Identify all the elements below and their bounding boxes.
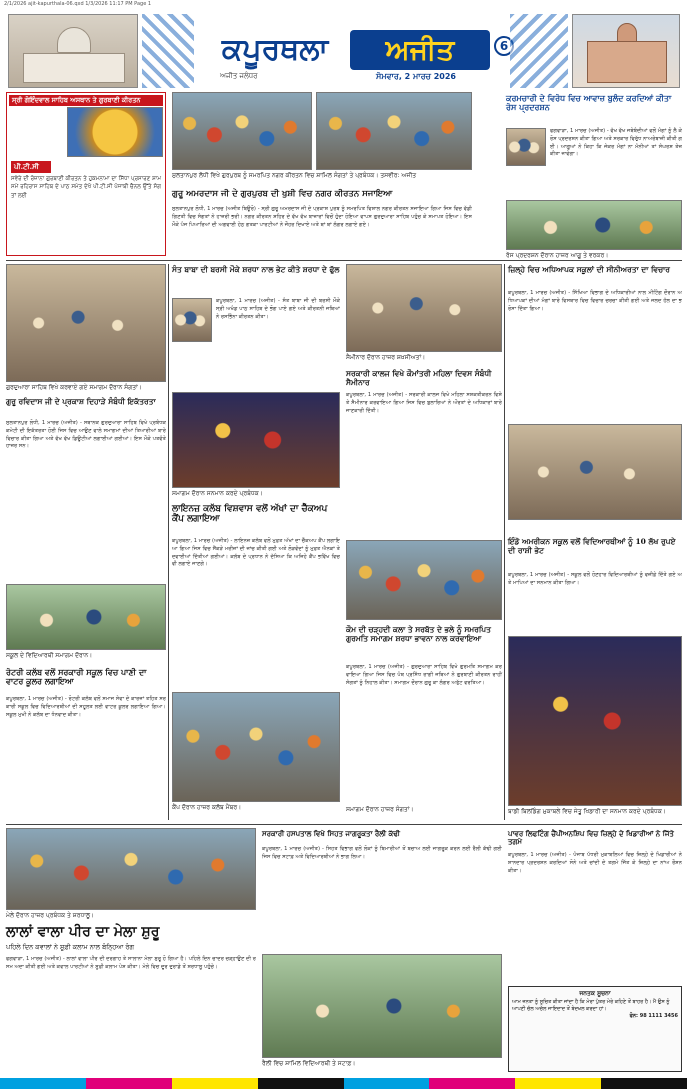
col3-headline-2: ਕੌਮ ਦੀ ਚੜ੍ਹਦੀ ਕਲਾ ਤੇ ਸਰਬੱਤ ਦੇ ਭਲੇ ਨੂੰ ਸਮਰਪਿਤ ਗੁਰਮਤਿ ਸਮਾਗਮ ਸ਼ਰਧਾ ਭਾਵਨਾ ਨਾਲ ਕਰਵਾਇਆ	[346, 625, 491, 643]
heritage-building-photo-right	[572, 14, 680, 88]
right-top-caption: ਰੋਸ ਪ੍ਰਦਰਸ਼ਨ ਦੌਰਾਨ ਹਾਜ਼ਰ ਆਗੂ ਤੇ ਵਰਕਰ।	[506, 252, 609, 259]
bottom-left-body: ਫਗਵਾੜਾ, 1 ਮਾਰਚ (ਅਜੀਤ) - ਲਾਲਾਂ ਵਾਲਾ ਪੀਰ ਦੀ ਦਰਗਾਹ ਤੇ ਸਾਲਾਨਾ ਮੇਲਾ ਸ਼ੁਰੂ ਹੋ ਗਿਆ ਹੈ। ਪਹਿਲੇ ਦਿਨ ਚਾਦਰ ਚੜ੍ਹਾਉਣ ਦੀ ਰਸਮ ਅਦਾ ਕੀਤੀ ਗਈ ਅਤੇ ਕਵਾਲ ਪਾਰਟੀਆਂ ਨੇ ਸੂਫ਼ੀ ਕਲਾਮ ਪੇਸ਼ ਕੀਤਾ। ਮੇਲੇ ਵਿਚ ਦੂਰ ਦੁਰਾਡੇ ਤੋਂ ਸ਼ਰਧਾਲੂ ਪਹੁੰਚੇ।	[6, 956, 256, 970]
col3-photo-2	[346, 540, 502, 620]
masthead-title	[200, 30, 490, 81]
col3-caption-1: ਸੈਮੀਨਾਰ ਦੌਰਾਨ ਹਾਜ਼ਰ ਸ਼ਖ਼ਸੀਅਤਾਂ।	[346, 354, 426, 361]
classified-ad	[508, 986, 682, 1072]
color-swatch	[86, 1078, 172, 1089]
edition-city-name: ਕਪੂਰਥਲਾ	[221, 32, 329, 67]
col2-body-1: ਕਪੂਰਥਲਾ, 1 ਮਾਰਚ (ਅਜੀਤ) - ਸੰਤ ਬਾਬਾ ਜੀ ਦੀ ਬਰਸੀ ਮੌਕੇ ਸ੍ਰੀ ਅਖੰਡ ਪਾਠ ਸਾਹਿਬ ਦੇ ਭੋਗ ਪਾਏ ਗਏ ਅਤੇ ਕੀਰਤਨੀ ਜਥਿਆਂ ਨੇ ਰਸਭਿੰਨਾ ਕੀਰਤਨ ਕੀਤਾ।	[216, 298, 340, 320]
right-school-body: ਕਪੂਰਥਲਾ, 1 ਮਾਰਚ (ਅਜੀਤ) - ਸਕੂਲ ਵਲੋਂ ਹੋਣਹਾਰ ਵਿਦਿਆਰਥੀਆਂ ਨੂੰ ਵਜ਼ੀਫ਼ੇ ਦਿੱਤੇ ਗਏ ਅਤੇ ਮਾਪਿਆਂ ਦਾ ਸਨਮਾਨ ਕੀਤਾ ਗਿਆ।	[508, 572, 682, 586]
col2-caption-2: ਕੈਂਪ ਦੌਰਾਨ ਹਾਜ਼ਰ ਕਲੱਬ ਮੈਂਬਰ।	[172, 804, 242, 811]
col3-body-1: ਕਪੂਰਥਲਾ, 1 ਮਾਰਚ (ਅਜੀਤ) - ਸਰਕਾਰੀ ਕਾਲਜ ਵਿਖੇ ਮਹਿਲਾ ਸਸ਼ਕਤੀਕਰਨ ਵਿਸ਼ੇ ਤੇ ਸੈਮੀਨਾਰ ਕਰਵਾਇਆ ਗਿਆ ਜਿਸ ਵਿਚ ਬੁਲਾਰਿਆਂ ਨੇ ਔਰਤਾਂ ਦੇ ਅਧਿਕਾਰਾਂ ਬਾਰੇ ਜਾਣਕਾਰੀ ਦਿੱਤੀ।	[346, 392, 502, 414]
print-color-strip	[0, 1078, 687, 1089]
masthead	[0, 8, 687, 90]
right-mid-photo	[508, 424, 682, 520]
color-swatch	[172, 1078, 258, 1089]
col3-photo-1	[346, 264, 502, 352]
heritage-building-photo-left	[8, 14, 138, 88]
color-swatch	[601, 1078, 687, 1089]
color-swatch	[258, 1078, 344, 1089]
bottom-right-caption: ਰੈਲੀ ਵਿਚ ਸ਼ਾਮਿਲ ਵਿਦਿਆਰਥੀ ਤੇ ਸਟਾਫ਼।	[262, 1060, 356, 1067]
bottom-right-headline: ਸਰਕਾਰੀ ਹਸਪਤਾਲ ਵਿਖੇ ਸਿਹਤ ਜਾਗਰੂਕਤਾ ਰੈਲੀ ਕੱਢੀ	[262, 829, 400, 838]
col2-body-2: ਕਪੂਰਥਲਾ, 1 ਮਾਰਚ (ਅਜੀਤ) - ਲਾਇਨਜ਼ ਕਲੱਬ ਵਲੋਂ ਮੁਫ਼ਤ ਅੱਖਾਂ ਦਾ ਚੈੱਕਅਪ ਕੈਂਪ ਲਗਾਇਆ ਗਿਆ ਜਿਸ ਵਿਚ ਸੈਂਕੜੇ ਮਰੀਜ਼ਾਂ ਦੀ ਜਾਂਚ ਕੀਤੀ ਗਈ ਅਤੇ ਲੋੜਵੰਦਾਂ ਨੂੰ ਮੁਫ਼ਤ ਐਨਕਾਂ ਤੇ ਦਵਾਈਆਂ ਦਿੱਤੀਆਂ ਗਈਆਂ। ਕਲੱਬ ਦੇ ਪ੍ਰਧਾਨ ਨੇ ਦੱਸਿਆ ਕਿ ਅਜਿਹੇ ਕੈਂਪ ਭਵਿੱਖ ਵਿਚ ਵੀ ਲਗਾਏ ਜਾਣਗੇ।	[172, 538, 340, 568]
left-top-notice	[6, 92, 166, 256]
edition-date: ਸੋਮਵਾਰ, 2 ਮਾਰਚ 2026	[376, 72, 456, 81]
notice-text: ਸਵੇਰੇ ਦੀ ਰੋਜ਼ਾਨਾ ਗੁਰਬਾਣੀ ਕੀਰਤਨ ਤੇ ਹੁਕਮਨਾਮਾ ਦਾ ਸਿੱਧਾ ਪ੍ਰਸਾਰਣ ਸ਼ਾਮ ਸਮੇਂ ਰਹਿਰਾਸ ਸਾਹਿਬ ਦੇ ਪਾਠ ਸਮੇਤ ਦੇਖੋ ਪੀ.ਟੀ.ਸੀ ਪੰਜਾਬੀ ਚੈਨਲ ਉੱਤੇ ਸੰਗਤਾਂ ਲਈ	[11, 176, 161, 199]
col3-body-2: ਕਪੂਰਥਲਾ, 1 ਮਾਰਚ (ਅਜੀਤ) - ਗੁਰਦੁਆਰਾ ਸਾਹਿਬ ਵਿਖੇ ਗੁਰਮਤਿ ਸਮਾਗਮ ਕਰਵਾਇਆ ਗਿਆ ਜਿਸ ਵਿਚ ਪੰਥ ਪ੍ਰਸਿੱਧ ਰਾਗੀ ਜਥਿਆਂ ਨੇ ਗੁਰਬਾਣੀ ਕੀਰਤਨ ਰਾਹੀਂ ਸੰਗਤਾਂ ਨੂੰ ਨਿਹਾਲ ਕੀਤਾ। ਸਮਾਗਮ ਦੌਰਾਨ ਗੁਰੂ ਕਾ ਲੰਗਰ ਅਤੁੱਟ ਵਰਤਿਆ।	[346, 664, 502, 686]
color-swatch	[515, 1078, 601, 1089]
golden-temple-photo	[67, 107, 163, 157]
col2-portrait	[172, 298, 212, 342]
bottom-left-photo	[6, 828, 256, 910]
col1-photo-1	[6, 264, 166, 382]
right-top-photo	[506, 200, 682, 250]
top-story-photo-1	[172, 92, 312, 170]
right-school-headline: ਇੰਡੋ ਅਮਰੀਕਨ ਸਕੂਲ ਵਲੋਂ ਵਿਦਿਆਰਥੀਆਂ ਨੂੰ 10 ਲੱਖ ਰੁਪਏ ਦੀ ਰਾਸ਼ੀ ਭੇਟ	[508, 537, 676, 555]
col2-caption-1: ਸਮਾਗਮ ਦੌਰਾਨ ਸਨਮਾਨ ਕਰਦੇ ਪ੍ਰਬੰਧਕ।	[172, 490, 263, 497]
page-number: 6	[494, 36, 514, 56]
col1-headline-2: ਰੋਟਰੀ ਕਲੱਬ ਵਲੋਂ ਸਰਕਾਰੀ ਸਕੂਲ ਵਿਚ ਪਾਣੀ ਦਾ ਵਾਟਰ ਕੂਲਰ ਲਗਾਇਆ	[6, 667, 147, 687]
bottom-right-body: ਕਪੂਰਥਲਾ, 1 ਮਾਰਚ (ਅਜੀਤ) - ਸਿਹਤ ਵਿਭਾਗ ਵਲੋਂ ਲੋਕਾਂ ਨੂੰ ਬਿਮਾਰੀਆਂ ਤੋਂ ਬਚਾਅ ਲਈ ਜਾਗਰੂਕ ਕਰਨ ਲਈ ਰੈਲੀ ਕੱਢੀ ਗਈ ਜਿਸ ਵਿਚ ਸਟਾਫ਼ ਅਤੇ ਵਿਦਿਆਰਥੀਆਂ ਨੇ ਭਾਗ ਲਿਆ।	[262, 846, 502, 860]
notice-channel-tag: ਪੀ.ਟੀ.ਸੀ	[11, 161, 51, 173]
right-top-headline: ਕਰਮਚਾਰੀ ਦੇ ਵਿਰੋਧ ਵਿਚ ਆਵਾਜ਼ ਬੁਲੰਦ ਕਰਦਿਆਂ ਕੀਤਾ ਰੋਸ ਪ੍ਰਦਰਸ਼ਨ	[506, 93, 672, 113]
color-swatch	[344, 1078, 430, 1089]
top-story-headline: ਗੁਰੂ ਅਮਰਦਾਸ ਜੀ ਦੇ ਗੁਰਪੁਰਬ ਦੀ ਖੁਸ਼ੀ ਵਿਚ ਨਗਰ ਕੀਰਤਨ ਸਜਾਇਆ	[172, 189, 393, 199]
col1-body-1: ਸੁਲਤਾਨਪੁਰ ਲੋਧੀ, 1 ਮਾਰਚ (ਅਜੀਤ) - ਸਥਾਨਕ ਗੁਰਦੁਆਰਾ ਸਾਹਿਬ ਵਿਖੇ ਪ੍ਰਬੰਧਕ ਕਮੇਟੀ ਦੀ ਇਕੱਤਰਤਾ ਹੋਈ ਜਿਸ ਵਿਚ ਆਉਣ ਵਾਲੇ ਸਮਾਗਮਾਂ ਦੀਆਂ ਤਿਆਰੀਆਂ ਬਾਰੇ ਵਿਚਾਰ ਕੀਤਾ ਗਿਆ ਅਤੇ ਵੱਖ ਵੱਖ ਡਿਊਟੀਆਂ ਲਗਾਈਆਂ ਗਈਆਂ। ਇਸ ਮੌਕੇ ਪਤਵੰਤੇ ਹਾਜ਼ਰ ਸਨ।	[6, 420, 166, 450]
right-bottom-headline: ਪਾਵਰ ਲਿਫਟਿੰਗ ਚੈਂਪੀਅਨਸ਼ਿਪ ਵਿਚ ਜ਼ਿਲ੍ਹੇ ਦੇ ਖਿਡਾਰੀਆਂ ਨੇ ਜਿੱਤੇ ਤਗਮੇ	[508, 829, 674, 847]
masthead-pattern-right	[510, 14, 568, 88]
ad-text: ਆਮ ਜਨਤਾ ਨੂੰ ਸੂਚਿਤ ਕੀਤਾ ਜਾਂਦਾ ਹੈ ਕਿ ਮੇਰਾ ਪੁੱਤਰ ਮੇਰੇ ਕਹਿਣੇ ਤੋਂ ਬਾਹਰ ਹੈ। ਮੈਂ ਉਸ ਨੂੰ ਆਪਣੀ ਚੱਲ ਅਚੱਲ ਜਾਇਦਾਦ ਤੋਂ ਬੇਦਖ਼ਲ ਕਰਦਾ ਹਾਂ।	[512, 998, 670, 1012]
color-swatch	[0, 1078, 86, 1089]
divider	[6, 260, 682, 261]
right-bottom-body: ਕਪੂਰਥਲਾ, 1 ਮਾਰਚ (ਅਜੀਤ) - ਪੰਜਾਬ ਪੱਧਰੀ ਮੁਕਾਬਲਿਆਂ ਵਿਚ ਜ਼ਿਲ੍ਹੇ ਦੇ ਖਿਡਾਰੀਆਂ ਨੇ ਸ਼ਾਨਦਾਰ ਪ੍ਰਦਰਸ਼ਨ ਕਰਦਿਆਂ ਸੋਨੇ ਅਤੇ ਚਾਂਦੀ ਦੇ ਤਗਮੇ ਜਿੱਤ ਕੇ ਜ਼ਿਲ੍ਹੇ ਦਾ ਨਾਂਅ ਰੌਸ਼ਨ ਕੀਤਾ।	[508, 852, 682, 874]
right-school-photo	[508, 636, 682, 806]
col3-headline-1: ਸਰਕਾਰੀ ਕਾਲਜ ਵਿਖੇ ਕੌਮਾਂਤਰੀ ਮਹਿਲਾ ਦਿਵਸ ਸੰਬੰਧੀ ਸੈਮੀਨਾਰ	[346, 369, 492, 387]
bottom-left-headline: ਲਾਲਾਂ ਵਾਲਾ ਪੀਰ ਦਾ ਮੇਲਾ ਸ਼ੁਰੂ	[6, 924, 160, 940]
right-mid-body: ਕਪੂਰਥਲਾ, 1 ਮਾਰਚ (ਅਜੀਤ) - ਸਿੱਖਿਆ ਵਿਭਾਗ ਦੇ ਅਧਿਕਾਰੀਆਂ ਨਾਲ ਮੀਟਿੰਗ ਦੌਰਾਨ ਅਧਿਆਪਕਾਂ ਦੀਆਂ ਮੰਗਾਂ ਬਾਰੇ ਵਿਸਥਾਰ ਵਿਚ ਵਿਚਾਰ ਚਰਚਾ ਕੀਤੀ ਗਈ ਅਤੇ ਜਲਦ ਹੱਲ ਦਾ ਭਰੋਸਾ ਦਿੱਤਾ ਗਿਆ।	[508, 290, 682, 312]
notice-title: ਸ੍ਰੀ ਗੋਇੰਦਵਾਲ ਸਾਹਿਬ ਅਸਥਾਨ ਤੇ ਗੁਰਬਾਣੀ ਕੀਰਤਨ	[9, 95, 163, 106]
ad-title: ਜਨਤਕ ਸੂਚਨਾ	[579, 990, 611, 997]
ad-phone: ਫੋਨ: 98 1111 3456	[629, 1013, 678, 1020]
masthead-pattern-left	[142, 14, 194, 88]
col2-photo-2	[172, 692, 340, 802]
bottom-left-subhead: ਪਹਿਲੇ ਦਿਨ ਕਵਾਲਾਂ ਨੇ ਸੂਫ਼ੀ ਕਲਾਮ ਨਾਲ ਬੰਨ੍ਹਿਆ ਰੰਗ	[6, 943, 134, 951]
col1-body-2: ਕਪੂਰਥਲਾ, 1 ਮਾਰਚ (ਅਜੀਤ) - ਰੋਟਰੀ ਕਲੱਬ ਵਲੋਂ ਸਮਾਜ ਸੇਵਾ ਦੇ ਕਾਰਜਾਂ ਤਹਿਤ ਸਰਕਾਰੀ ਸਕੂਲ ਵਿਚ ਵਿਦਿਆਰਥੀਆਂ ਦੀ ਸਹੂਲਤ ਲਈ ਵਾਟਰ ਕੂਲਰ ਲਗਾਇਆ ਗਿਆ। ਸਕੂਲ ਮੁਖੀ ਨੇ ਕਲੱਬ ਦਾ ਧੰਨਵਾਦ ਕੀਤਾ।	[6, 696, 166, 718]
top-story-photo-2	[316, 92, 472, 170]
col1-caption-1: ਗੁਰਦੁਆਰਾ ਸਾਹਿਬ ਵਿਖੇ ਕਰਵਾਏ ਗਏ ਸਮਾਗਮ ਦੌਰਾਨ ਸੰਗਤਾਂ।	[6, 384, 142, 391]
col1-headline-1: ਗੁਰੂ ਰਵਿਦਾਸ ਜੀ ਦੇ ਪ੍ਰਕਾਸ਼ ਦਿਹਾੜੇ ਸੰਬੰਧੀ ਇਕੱਤਰਤਾ	[6, 397, 156, 406]
bottom-left-caption: ਮੇਲੇ ਦੌਰਾਨ ਹਾਜ਼ਰ ਪ੍ਰਬੰਧਕ ਤੇ ਸ਼ਰਧਾਲੂ।	[6, 912, 95, 919]
col2-photo-1	[172, 392, 340, 488]
print-meta-line: 2/1/2026 ajit-kapurthala-06.qxd 1/3/2026 11:17 PM Page 1	[4, 1, 152, 7]
bottom-right-photo	[262, 954, 502, 1058]
right-top-body: ਫਗਵਾੜਾ, 1 ਮਾਰਚ (ਅਜੀਤ) - ਵੱਖ ਵੱਖ ਜਥੇਬੰਦੀਆਂ ਵਲੋਂ ਮੰਗਾਂ ਨੂੰ ਲੈ ਕੇ ਰੋਸ ਪ੍ਰਦਰਸ਼ਨ ਕੀਤਾ ਗਿਆ ਅਤੇ ਸਰਕਾਰ ਵਿਰੁੱਧ ਨਾਅਰੇਬਾਜ਼ੀ ਕੀਤੀ ਗਈ। ਆਗੂਆਂ ਨੇ ਕਿਹਾ ਕਿ ਜੇਕਰ ਮੰਗਾਂ ਨਾ ਮੰਨੀਆਂ ਤਾਂ ਸੰਘਰਸ਼ ਤੇਜ਼ ਕੀਤਾ ਜਾਵੇਗਾ।	[550, 128, 683, 158]
col1-caption-2: ਸਕੂਲ ਦੇ ਵਿਦਿਆਰਥੀ ਸਮਾਗਮ ਦੌਰਾਨ।	[6, 652, 93, 659]
color-swatch	[429, 1078, 515, 1089]
col3-caption-2: ਸਮਾਗਮ ਦੌਰਾਨ ਹਾਜ਼ਰ ਸੰਗਤਾਂ।	[346, 806, 414, 813]
col1-photo-2	[6, 584, 166, 650]
top-story-caption: ਸੁਲਤਾਨਪੁਰ ਲੋਧੀ ਵਿਖੇ ਗੁਰਪੁਰਬ ਨੂੰ ਸਮਰਪਿਤ ਨਗਰ ਕੀਰਤਨ ਵਿਚ ਸ਼ਾਮਿਲ ਸੰਗਤਾਂ ਤੇ ਪ੍ਰਬੰਧਕ। ਤਸਵੀਰ: ਅਜੀਤ	[172, 172, 417, 179]
newspaper-name: ਅਜੀਤ	[350, 30, 490, 70]
col2-headline-2: ਲਾਇਨਜ਼ ਕਲੱਬ ਵਿਸ਼ਵਾਸ ਵਲੋਂ ਅੱਖਾਂ ਦਾ ਚੈੱਕਅਪ ਕੈਂਪ ਲਗਾਇਆ	[172, 504, 328, 525]
divider	[504, 264, 505, 820]
divider	[168, 264, 169, 820]
col2-headline-1: ਸੰਤ ਬਾਬਾ ਦੀ ਬਰਸੀ ਮੌਕੇ ਸ਼ਰਧਾ ਨਾਲ ਭੇਟ ਕੀਤੇ ਸ਼ਰਧਾ ਦੇ ਫੁੱਲ	[172, 265, 340, 274]
right-school-caption: ਬਾਡੀ ਬਿਲਡਿੰਗ ਮੁਕਾਬਲੇ ਵਿਚ ਜੇਤੂ ਖਿਡਾਰੀ ਦਾ ਸਨਮਾਨ ਕਰਦੇ ਪ੍ਰਬੰਧਕ।	[508, 808, 666, 815]
divider	[6, 824, 682, 825]
masthead-subline: ਅਜੀਤ ਜਲੰਧਰ	[220, 72, 258, 80]
right-top-portrait	[506, 128, 546, 166]
top-story-body: ਸੁਲਤਾਨਪੁਰ ਲੋਧੀ, 1 ਮਾਰਚ (ਅਜੀਤ ਬਿਊਰੋ) - ਸ੍ਰੀ ਗੁਰੂ ਅਮਰਦਾਸ ਜੀ ਦੇ ਪ੍ਰਕਾਸ਼ ਪੁਰਬ ਨੂੰ ਸਮਰਪਿਤ ਵਿਸ਼ਾਲ ਨਗਰ ਕੀਰਤਨ ਸਜਾਇਆ ਗਿਆ ਜਿਸ ਵਿਚ ਵੱਡੀ ਗਿਣਤੀ ਵਿਚ ਸੰਗਤਾਂ ਨੇ ਹਾਜ਼ਰੀ ਭਰੀ। ਨਗਰ ਕੀਰਤਨ ਸ਼ਹਿਰ ਦੇ ਵੱਖ ਵੱਖ ਬਾਜ਼ਾਰਾਂ ਵਿਚੋਂ ਹੁੰਦਾ ਹੋਇਆ ਵਾਪਸ ਗੁਰਦੁਆਰਾ ਸਾਹਿਬ ਪਹੁੰਚ ਕੇ ਸਮਾਪਤ ਹੋਇਆ। ਇਸ ਮੌਕੇ ਪੰਜ ਪਿਆਰਿਆਂ ਦੀ ਅਗਵਾਈ ਹੇਠ ਗਤਕਾ ਪਾਰਟੀਆਂ ਨੇ ਜੌਹਰ ਦਿਖਾਏ ਅਤੇ ਥਾਂ ਥਾਂ ਲੰਗਰ ਲਗਾਏ ਗਏ।	[172, 206, 472, 228]
right-mid-headline: ਜ਼ਿਲ੍ਹੇ ਵਿਚ ਅਧਿਆਪਕ ਸਕੂਲਾਂ ਦੀ ਸੀਨੀਅਰਤਾ ਦਾ ਵਿਚਾਰ	[508, 265, 670, 274]
